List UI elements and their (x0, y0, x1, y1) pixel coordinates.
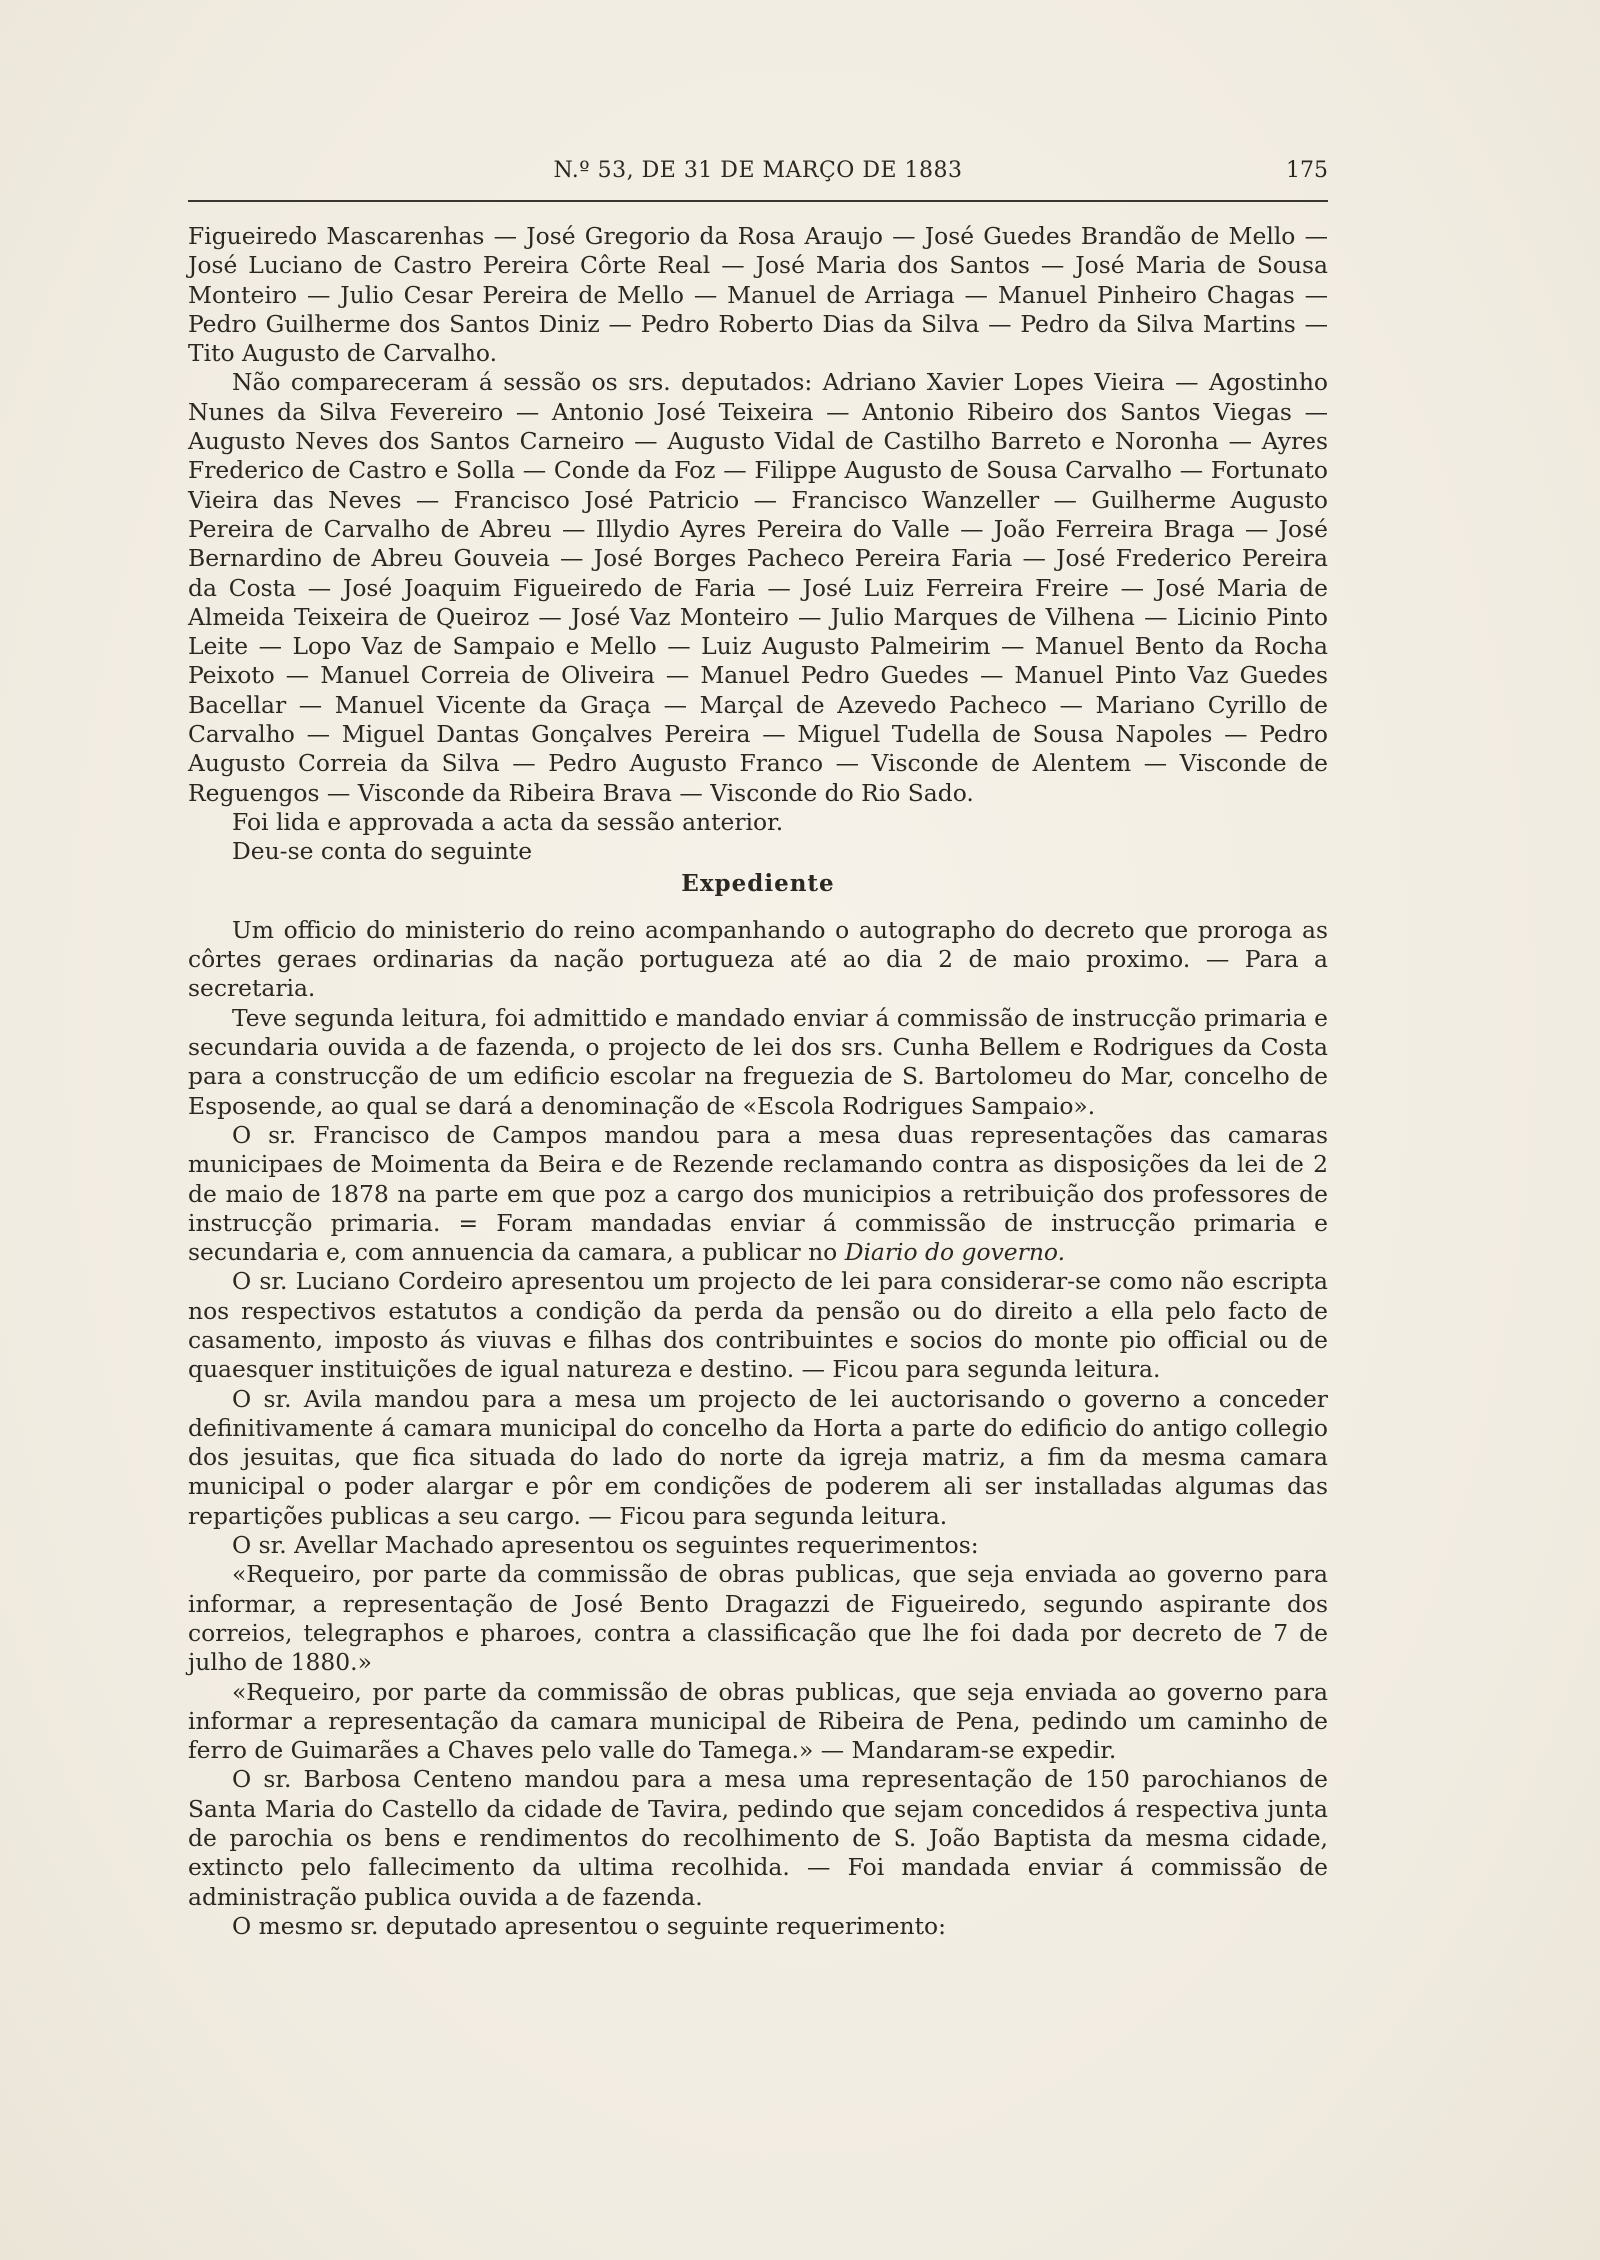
section-title-expediente: Expediente (681, 869, 835, 897)
diario-reference: Diario do governo. (844, 1238, 1066, 1267)
requerimento-quote: «Requeiro, por parte da commissão de obras publicas, que seja enviada ao governo para informar a representação da camara municipal de Ribeira de Pena, pedindo um caminho de ferro de Guimarães a Chaves pelo valle do Tamega.» — Mandaram-se expedir. (188, 1677, 1328, 1765)
expediente-text: O sr. Francisco de Campos mandou para a mesa duas representações das camaras municipaes de Moimenta da Beira e de Rezende reclamando contra as disposições da lei de 2 de maio de 1878 na parte em que poz a cargo dos municipios a retribuição dos professores de instrucção primaria. = Foram mandadas enviar á commissão de instrucção primaria e secundaria e, com annuencia da camara, a publicar no (188, 1120, 1328, 1267)
expediente-item: O sr. Barbosa Centeno mandou para a mesa uma representação de 150 parochianos de Santa Maria do Castello da cidade de Tavira, pedindo que sejam concedidos á respectiva junta de parochia os bens e rendimentos do recolhimento de S. João Baptista da mesma cidade, extincto pelo fallecimento da ultima recolhida. — Foi mandada enviar á commissão de administração publica ouvida a de fazenda. (188, 1765, 1328, 1911)
correspondence-intro: Deu-se conta do seguinte (232, 837, 533, 866)
expediente-item: O sr. Avila mandou para a mesa um projecto de lei auctorisando o governo a conceder definitivamente á camara municipal do concelho da Horta a parte do edificio do antigo collegio dos jesuitas, que fica situada do lado do norte da igreja matriz, a fim da mesma camara municipal o poder alargar e pôr em condições de poderem ali ser installadas algumas das repartições publicas a seu cargo. — Ficou para segunda leitura. (188, 1384, 1328, 1530)
expediente-item (188, 1121, 1328, 1267)
minutes-approval: Foi lida e approvada a acta da sessão anterior. (232, 807, 784, 836)
expediente-item: O mesmo sr. deputado apresentou o seguinte requerimento: (232, 1911, 946, 1940)
expediente-item: Um officio do ministerio do reino acompanhando o autographo do decreto que proroga as côrtes geraes ordinarias da nação portugueza até ao dia 2 de maio proximo. — Para a secretaria. (188, 915, 1328, 1003)
absent-deputies: Não compareceram á sessão os srs. deputados: Adriano Xavier Lopes Vieira — Agostinho Nunes da Silva Fevereiro — Antonio José Teixeira — Antonio Ribeiro dos Santos Viegas — Augusto Neves dos Santos Carneiro — Augusto Vidal de Castilho Barreto e Noronha — Ayres Frederico de Castro e Solla — Conde da Foz — Filippe Augusto de Sousa Carvalho — Fortunato Vieira das Neves — Francisco José Patricio — Francisco Wanzeller — Guilherme Augusto Pereira de Carvalho de Abreu — Illydio Ayres Pereira do Valle — João Ferreira Braga — José Bernardino de Abreu Gouveia — José Borges Pacheco Pereira Faria — José Frederico Pereira da Costa — José Joaquim Figueiredo de Faria — José Luiz Ferreira Freire — José Maria de Almeida Teixeira de Queiroz — José Vaz Monteiro — Julio Marques de Vilhena — Licinio Pinto Leite — Lopo Vaz de Sampaio e Mello — Luiz Augusto Palmeirim — Manuel Bento da Rocha Peixoto — Manuel Correia de Oliveira — Manuel Pedro Guedes — Manuel Pinto Vaz Guedes Bacellar — Manuel Vicente da Graça — Marçal de Azevedo Pacheco — Mariano Cyrillo de Carvalho — Miguel Dantas Gonçalves Pereira — Miguel Tudella de Sousa Napoles — Pedro Augusto Correia da Silva — Pedro Augusto Franco — Visconde de Alentem — Visconde de Reguengos — Visconde da Ribeira Brava — Visconde do Rio Sado. (188, 368, 1328, 807)
issue-title: N.º 53, DE 31 DE MARÇO DE 1883 (553, 158, 963, 183)
document-body (188, 222, 1328, 1941)
header-rule (188, 200, 1328, 202)
expediente-item: O sr. Luciano Cordeiro apresentou um projecto de lei para considerar-se como não escripta nos respectivos estatutos a condição da perda da pensão ou do direito a ella pelo facto de casamento, imposto ás viuvas e filhas dos contribuintes e socios do monte pio official ou de quaesquer instituições de igual natureza e destino. — Ficou para segunda leitura. (188, 1267, 1328, 1384)
requerimento-quote: «Requeiro, por parte da commissão de obras publicas, que seja enviada ao governo para informar, a representação de José Bento Dragazzi de Figueiredo, segundo aspirante dos correios, telegraphos e pharoes, contra a classificação que lhe foi dada por decreto de 7 de julho de 1880.» (188, 1560, 1328, 1677)
page-header (188, 158, 1328, 194)
expediente-item: Teve segunda leitura, foi admittido e mandado enviar á commissão de instrucção primaria e secundaria ouvida a de fazenda, o projecto de lei dos srs. Cunha Bellem e Rodrigues da Costa para a construcção de um edificio escolar na freguezia de S. Bartolomeu do Mar, concelho de Esposende, ao qual se dará a denominação de «Escola Rodrigues Sampaio». (188, 1003, 1328, 1120)
expediente-item: O sr. Avellar Machado apresentou os seguintes requerimentos: (232, 1531, 979, 1560)
page-number: 175 (1286, 158, 1328, 183)
attendance-list-continued: Figueiredo Mascarenhas — José Gregorio da Rosa Araujo — José Guedes Brandão de Mello — José Luciano de Castro Pereira Côrte Real — José Maria dos Santos — José Maria de Sousa Monteiro — Julio Cesar Pereira de Mello — Manuel de Arriaga — Manuel Pinheiro Chagas — Pedro Guilherme dos Santos Diniz — Pedro Roberto Dias da Silva — Pedro da Silva Martins — Tito Augusto de Carvalho. (188, 222, 1328, 368)
